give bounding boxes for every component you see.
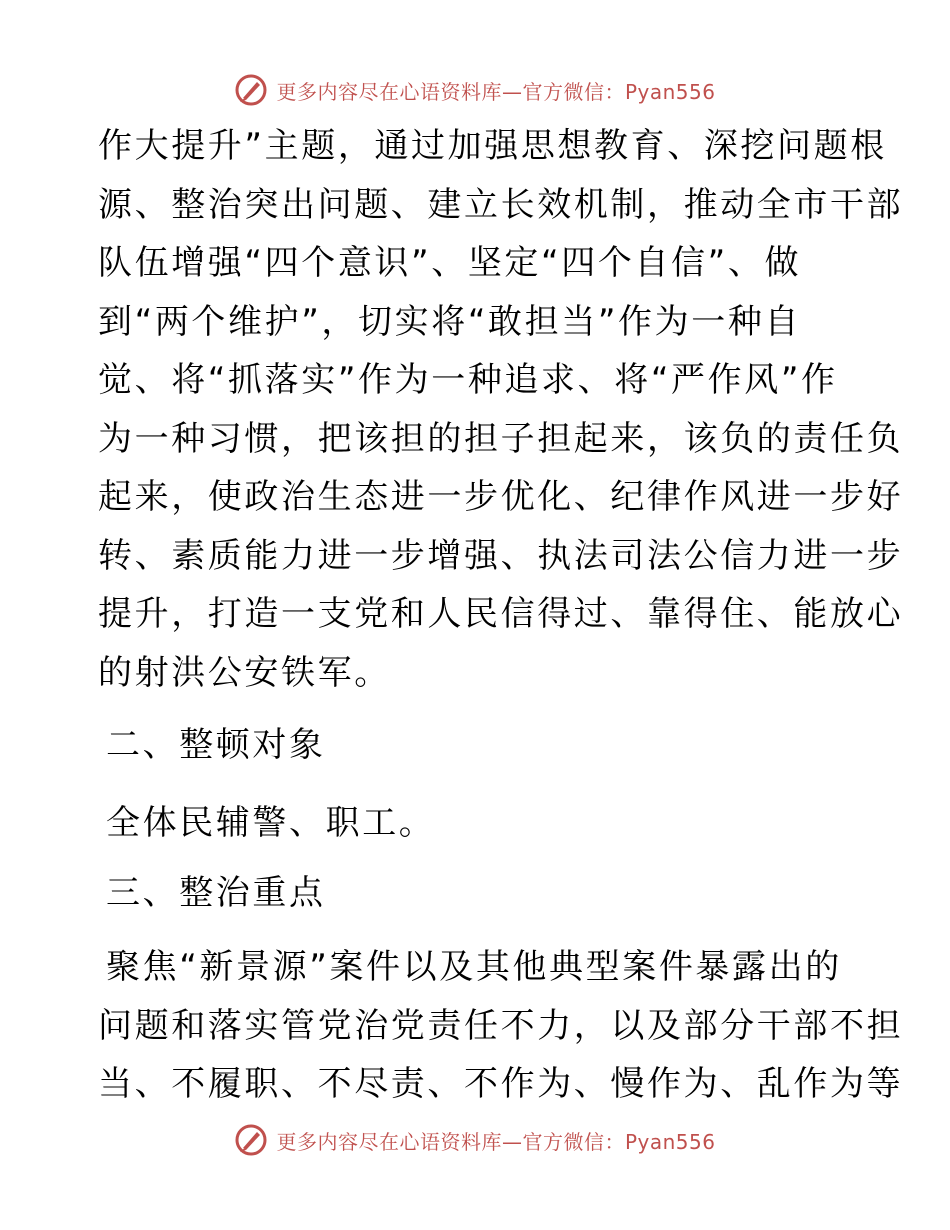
text-line: 当、不履职、不尽责、不作为、慢作为、乱作为等 <box>98 1064 904 1104</box>
text-line: 为一种习惯，把该担的担子担起来，该负的责任负 <box>98 418 904 459</box>
text-line: 源、整治突出问题、建立长效机制，推动全市干部 <box>98 184 904 225</box>
section-heading-objects: 二、整顿对象 <box>106 725 326 765</box>
watermark-text: 更多内容尽在心语资料库—官方微信：Pyan556 <box>276 1129 716 1154</box>
pen-circle-logo-icon <box>234 1123 268 1157</box>
text-line: 聚焦“新景源”案件以及其他典型案件暴露出的 <box>106 947 842 987</box>
header-watermark <box>0 70 950 110</box>
text-line: 队伍增强“四个意识”、坚定“四个自信”、做 <box>98 243 802 283</box>
main-paragraph <box>98 117 904 702</box>
text-line: 提升，打造一支党和人民信得过、靠得住、能放心 <box>98 594 904 634</box>
pen-circle-logo-icon <box>234 73 268 107</box>
watermark-text: 更多内容尽在心语资料库—官方微信：Pyan556 <box>276 79 716 104</box>
text-line: 到“两个维护”，切实将“敢担当”作为一种自 <box>98 301 802 342</box>
text-line: 的射洪公安铁军。 <box>98 652 391 693</box>
text-line: 问题和落实管党治党责任不力，以及部分干部不担 <box>98 1005 904 1046</box>
footer-watermark <box>0 1120 950 1160</box>
text-line: 转、素质能力进一步增强、执法司法公信力进一步 <box>98 535 904 576</box>
text-line: 觉、将“抓落实”作为一种追求、将“严作风”作 <box>98 360 838 400</box>
section-text-objects: 全体民辅警、职工。 <box>106 803 436 843</box>
section-heading-focus: 三、整治重点 <box>106 873 326 913</box>
text-line: 起来，使政治生态进一步优化、纪律作风进一步好 <box>98 477 904 517</box>
focus-paragraph <box>98 938 904 1114</box>
text-line: 作大提升”主题，通过加强思想教育、深挖问题根 <box>98 126 887 166</box>
